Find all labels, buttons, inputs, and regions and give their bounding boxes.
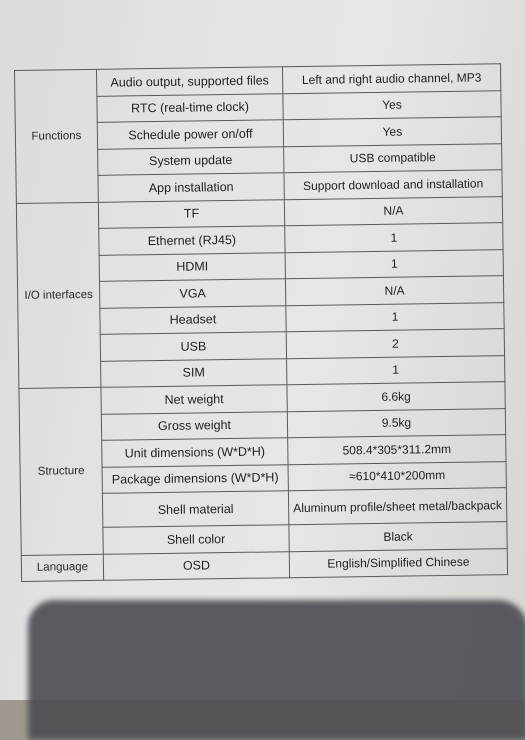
feature-cell: Gross weight [101, 411, 287, 440]
feature-cell: Headset [100, 305, 286, 334]
spec-table-container [14, 63, 511, 590]
group-label-io-interfaces: I/O interfaces [16, 202, 101, 389]
feature-cell: RTC (real-time clock) [97, 93, 283, 122]
value-cell: 2 [286, 329, 504, 359]
spec-table [14, 63, 508, 582]
value-cell: ≈610*410*200mm [288, 461, 506, 491]
value-cell: Support download and installation [284, 170, 502, 200]
feature-cell: Package dimensions (W*D*H) [102, 464, 288, 493]
feature-cell: VGA [99, 279, 285, 308]
feature-cell: Schedule power on/off [97, 120, 283, 149]
feature-cell: Unit dimensions (W*D*H) [102, 438, 288, 467]
feature-cell: TF [98, 199, 284, 228]
value-cell: 1 [287, 355, 505, 385]
value-cell: N/A [285, 276, 503, 306]
value-cell: Yes [283, 90, 501, 120]
value-cell: 9.5kg [287, 408, 505, 438]
device-shadow [28, 600, 525, 740]
value-cell: USB compatible [284, 143, 502, 173]
value-cell: N/A [284, 196, 502, 226]
feature-cell: App installation [98, 173, 284, 202]
feature-cell: Net weight [101, 385, 287, 414]
value-cell: 508.4*305*311.2mm [288, 435, 506, 465]
value-cell: 6.6kg [287, 382, 505, 412]
feature-cell: OSD [103, 551, 289, 580]
value-cell: Aluminum profile/sheet metal/backpack [288, 488, 506, 525]
feature-cell: SIM [101, 358, 287, 387]
value-cell: 1 [285, 249, 503, 279]
feature-cell: Ethernet (RJ45) [99, 226, 285, 255]
value-cell: Black [289, 522, 507, 552]
feature-cell: Audio output, supported files [96, 67, 282, 96]
group-label-functions: Functions [15, 69, 99, 203]
value-cell: 1 [286, 302, 504, 332]
value-cell: Yes [283, 117, 501, 147]
feature-cell: Shell material [102, 491, 288, 528]
group-label-structure: Structure [19, 387, 103, 555]
group-label-language: Language [21, 554, 103, 582]
value-cell: Left and right audio channel, MP3 [282, 64, 500, 94]
feature-cell: HDMI [99, 252, 285, 281]
value-cell: 1 [285, 223, 503, 253]
value-cell: English/Simplified Chinese [289, 548, 507, 578]
feature-cell: System update [98, 146, 284, 175]
feature-cell: USB [100, 332, 286, 361]
feature-cell: Shell color [103, 525, 289, 554]
table-row [21, 548, 507, 581]
